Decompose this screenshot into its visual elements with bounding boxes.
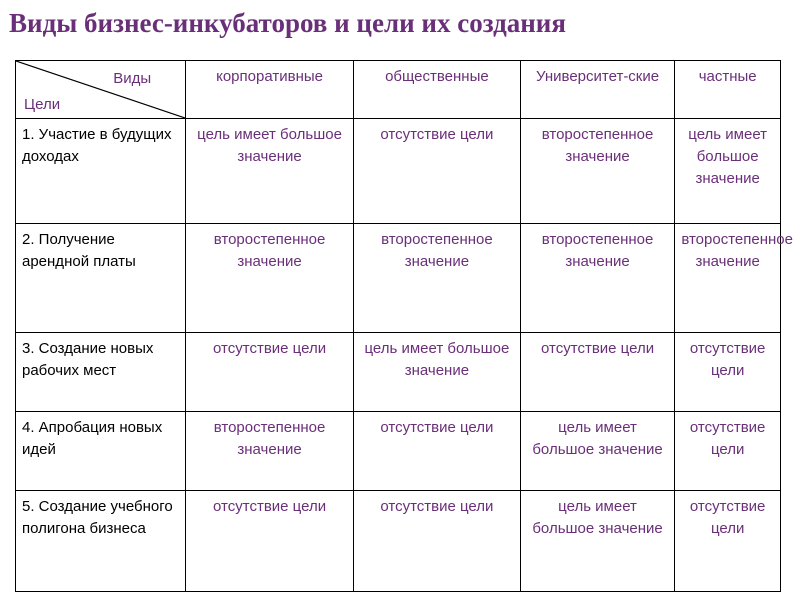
table-cell: отсутствие цели [354,119,521,224]
row-goal-label: 5. Создание учебного полигона бизнеса [16,491,186,592]
table-row [16,333,781,412]
table-cell: второстепенное значение [186,224,354,333]
column-header-public: общественные [354,61,521,119]
table-cell: цель имеет большое значение [186,119,354,224]
table-row [16,491,781,592]
column-header-corporate: корпоративные [186,61,354,119]
table-cell: отсутствие цели [675,333,781,412]
row-goal-label: 1. Участие в будущих доходах [16,119,186,224]
table-row [16,224,781,333]
table-row [16,119,781,224]
table-cell: второстепенное значение [186,412,354,491]
table-cell: отсутствие цели [520,333,675,412]
table-cell: цель имеет большое значение [520,491,675,592]
table-cell: отсутствие цели [186,491,354,592]
table-row [16,412,781,491]
row-goal-label: 3. Создание новых рабочих мест [16,333,186,412]
corner-types-label: Виды [113,70,152,87]
table-cell: цель имеет большое значение [675,119,781,224]
table-cell: второстепенное значение [520,224,675,333]
page-title: Виды бизнес-инкубаторов и цели их создания [9,8,566,38]
table-cell: второстепенное значение [520,119,675,224]
corner-header-cell [16,61,186,119]
row-goal-label: 2. Получение арендной платы [16,224,186,333]
table-cell: цель имеет большое значение [520,412,675,491]
table-cell: отсутствие цели [675,491,781,592]
table-cell: отсутствие цели [354,412,521,491]
row-goal-label: 4. Апробация новых идей [16,412,186,491]
column-header-private: частные [675,61,781,119]
table-cell: отсутствие цели [675,412,781,491]
table-cell: второстепенное значение [675,224,781,333]
table-header-row [16,61,781,119]
table-cell: цель имеет большое значение [354,333,521,412]
table-cell: второстепенное значение [354,224,521,333]
corner-goals-label: Цели [24,96,61,113]
incubator-goals-table [15,60,793,592]
table-cell: отсутствие цели [354,491,521,592]
table-cell: отсутствие цели [186,333,354,412]
column-header-university: Университет-ские [520,61,675,119]
